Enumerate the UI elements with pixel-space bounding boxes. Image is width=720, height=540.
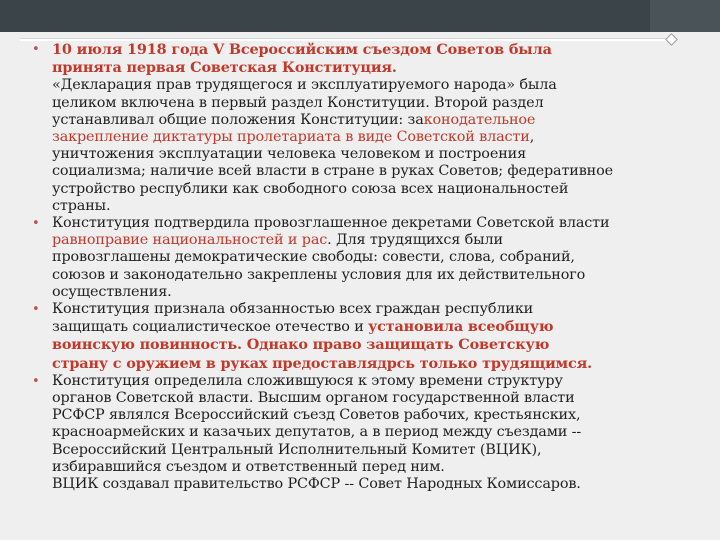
bullet-item	[32, 301, 692, 373]
highlighted-text: страну с оружием в руках предоставлядрсь только трудящимся.	[52, 354, 592, 372]
text-line	[52, 390, 692, 407]
title-bar	[0, 0, 720, 32]
bullet-icon: •	[32, 373, 40, 389]
bullet-item	[32, 215, 692, 301]
text-line	[52, 181, 692, 198]
text-line	[52, 284, 692, 301]
body-text: союзов и законодательно закреплены условия для их действительного	[52, 266, 586, 283]
text-line	[52, 301, 692, 318]
body-text: Конституция определила сложившуюся к этому времени структуру	[52, 372, 563, 389]
text-line	[52, 232, 692, 249]
text-line	[52, 407, 692, 424]
text-line	[52, 373, 692, 390]
text-line	[52, 112, 692, 129]
text-line	[52, 459, 692, 476]
text-line	[52, 215, 692, 232]
text-line	[52, 424, 692, 441]
body-text: ,	[529, 129, 535, 146]
body-text: уничтожения эксплуатации человека человеком и построения	[52, 146, 527, 163]
body-text: провозглашены демократические свободы: совести, слова, собраний,	[52, 249, 575, 266]
text-line	[52, 442, 692, 459]
text-line	[52, 318, 692, 336]
bullet-item	[32, 41, 692, 215]
body-text: РСФСР являлся Всероссийский съезд Советов рабочих, крестьянских,	[52, 407, 581, 424]
body-text: . Для трудящихся были	[327, 232, 503, 249]
text-line	[52, 59, 692, 77]
bullet-icon: •	[32, 42, 40, 57]
body-text: Конституция признала обязанностью всех граждан республики	[52, 301, 534, 318]
body-text: Всероссийский Центральный Исполнительный Комитет (ВЦИК),	[52, 441, 542, 458]
text-line	[52, 95, 692, 112]
text-line	[52, 163, 692, 180]
text-line	[52, 336, 692, 354]
bullet-list	[32, 41, 692, 493]
body-text: «Декларация прав трудящегося и эксплуатируемого народа» была	[52, 77, 557, 94]
text-line	[52, 267, 692, 284]
text-line	[52, 129, 692, 146]
highlighted-text: закрепление диктатуры пролетариата в виде Советской власти	[52, 129, 530, 146]
body-text: устройство республики как свободного союза всех национальностей	[52, 180, 569, 197]
bullet-icon: •	[32, 216, 40, 232]
title-bar-accent	[650, 0, 720, 32]
text-line	[52, 476, 692, 493]
body-text: осуществления.	[52, 283, 172, 300]
text-line	[52, 146, 692, 163]
highlighted-text: принята первая Советская Конституция.	[52, 59, 397, 77]
text-line	[52, 249, 692, 266]
highlighted-text: 10 июля 1918 года V Всероссийским съездом Советов была	[52, 41, 552, 58]
highlighted-text: конодательное	[423, 111, 536, 128]
text-line	[52, 355, 692, 373]
body-text: органов Советской власти. Высшим органом государственной власти	[52, 390, 575, 407]
slide-body	[32, 41, 692, 493]
body-text: защищать социалистическое отечество и	[52, 319, 369, 336]
highlighted-text: равноправие национальностей и рас	[52, 232, 328, 249]
body-text: избиравшийся съездом и ответственный перед ним.	[52, 458, 445, 475]
body-text: Конституция подтвердила провозглашенное декретами Советской власти	[52, 215, 610, 232]
body-text: красноармейских и казачьих депутатов, а в период между съездами --	[52, 424, 582, 441]
text-line	[52, 198, 692, 215]
highlighted-text: воинскую повинность. Однако право защищать Советскую	[52, 336, 550, 354]
text-line	[52, 77, 692, 94]
body-text: устанавливал общие положения Конституции: за	[52, 111, 424, 128]
body-text: целиком включена в первый раздел Конституции. Второй раздел	[52, 94, 544, 111]
bullet-icon: •	[32, 302, 40, 318]
body-text: ВЦИК создавал правительство РСФСР -- Совет Народных Комиссаров.	[52, 476, 581, 493]
body-text: страны.	[52, 197, 111, 214]
body-text: социализма; наличие всей власти в стране в руках Советов; федеративное	[52, 163, 613, 180]
bullet-item	[32, 373, 692, 493]
text-line	[52, 41, 692, 59]
highlighted-text: установила всеобщую	[368, 318, 554, 336]
